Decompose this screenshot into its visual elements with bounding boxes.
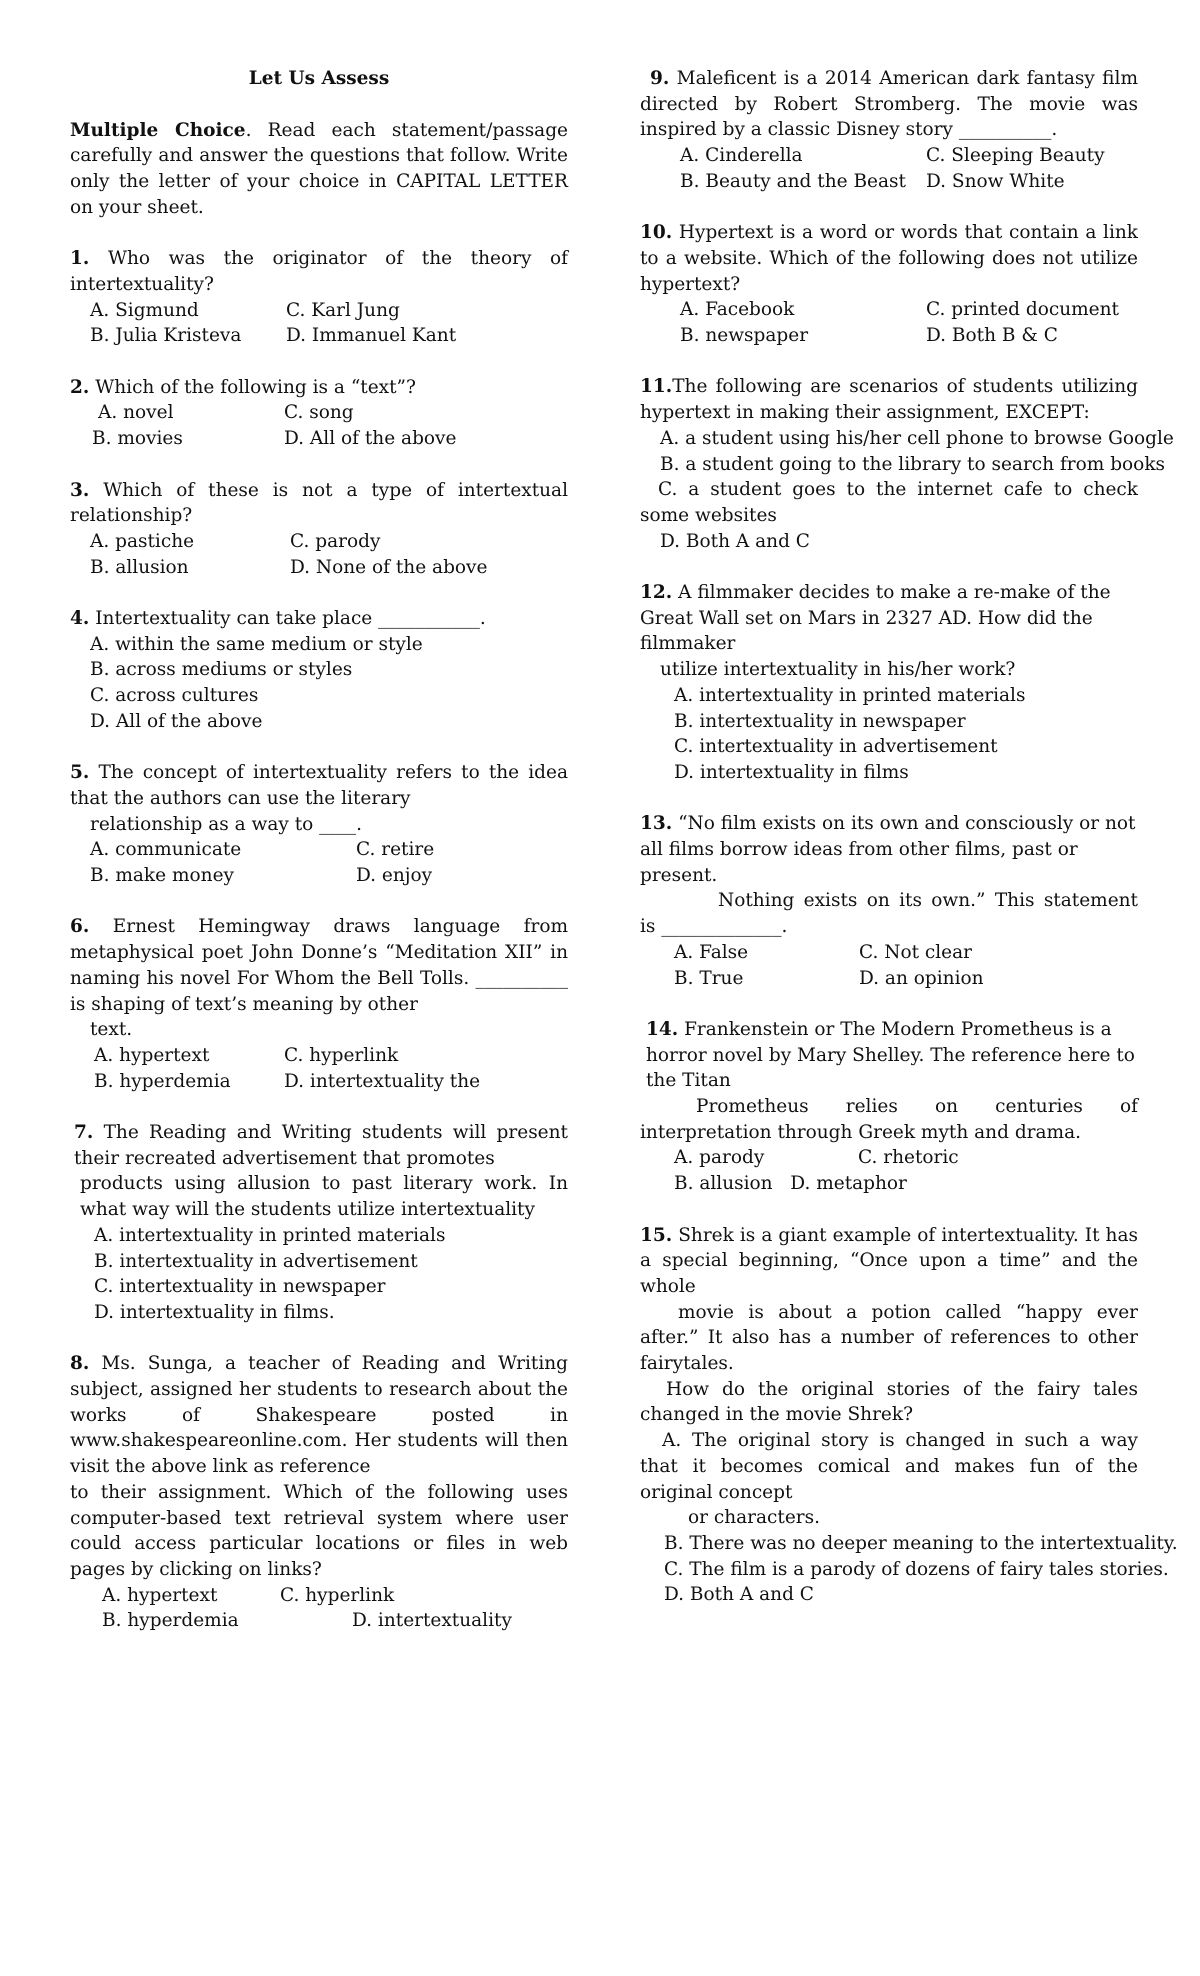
option[interactable]: D. intertextuality the	[284, 1070, 481, 1092]
option[interactable]: C. hyperlink	[280, 1584, 395, 1606]
question-text: Shrek is a giant example of intertextuality. It has a special beginning, “Once upon a time” and the whole	[640, 1224, 1138, 1297]
question-2	[70, 375, 568, 452]
question-8	[70, 1351, 568, 1634]
option[interactable]: B. There was no deeper meaning to the intertextuality.	[664, 1532, 1178, 1554]
question-11	[640, 374, 1174, 554]
option-b[interactable]: B. allusion	[674, 1173, 773, 1195]
option[interactable]: C. printed document	[926, 299, 1119, 321]
option[interactable]: A. intertextuality in printed materials	[94, 1224, 446, 1246]
question-number: 9.	[650, 68, 670, 89]
question-number: 1.	[70, 248, 90, 270]
option[interactable]: B. Julia Kristeva	[90, 325, 242, 347]
option[interactable]: C. Sleeping Beauty	[926, 145, 1105, 167]
question-text: utilize intertextuality in his/her work?	[660, 659, 1016, 681]
right-column	[640, 66, 1178, 1634]
question-5	[70, 760, 568, 889]
option[interactable]: C. across cultures	[90, 685, 259, 707]
option[interactable]: B. a student going to the library to search from books	[660, 453, 1166, 475]
question-6	[70, 914, 568, 1094]
question-3	[70, 478, 568, 581]
instructions-lead: Multiple Choice	[70, 119, 246, 141]
option[interactable]: A. hypertext	[102, 1584, 218, 1606]
option[interactable]: D. Snow White	[926, 170, 1065, 192]
question-13	[640, 811, 1138, 991]
question-number: 3.	[70, 479, 90, 501]
option[interactable]: C. rhetoric	[858, 1147, 959, 1169]
option[interactable]: A. False	[674, 941, 749, 963]
option[interactable]: D. Both A and C	[664, 1584, 814, 1606]
option[interactable]: B. hyperdemia	[94, 1070, 231, 1092]
question-text: products using allusion to past literary work. In what way will the students utilize intertextuality	[80, 1173, 568, 1221]
question-number: 7.	[74, 1122, 94, 1144]
option[interactable]	[674, 1171, 1138, 1197]
question-text: The concept of intertextuality refers to the idea that the authors can use the literary	[70, 762, 568, 809]
option[interactable]: C. The film is a parody of dozens of fairy tales stories.	[664, 1558, 1169, 1580]
option[interactable]: A. intertextuality in printed materials	[674, 684, 1026, 706]
option[interactable]: D. an opinion	[859, 967, 984, 989]
question-text: Intertextuality can take place ___________.	[95, 608, 486, 629]
option[interactable]: A. The original story is changed in such a way that it becomes comical and makes fun of the original concept	[640, 1430, 1138, 1503]
option[interactable]: D. Both A and C	[660, 530, 810, 552]
option[interactable]: A. novel	[98, 402, 174, 424]
question-number: 2.	[70, 376, 90, 398]
question-text: “No film exists on its own and consciously or not all films borrow ideas from other films, past or present.	[640, 813, 1136, 886]
question-14	[640, 1017, 1138, 1197]
question-number: 14.	[646, 1018, 679, 1040]
question-text: Who was the originator of the theory of intertextuality?	[70, 248, 568, 295]
option[interactable]: D. All of the above	[284, 428, 457, 450]
option[interactable]: D. enjoy	[356, 865, 433, 887]
question-text: Nothing exists on its own.” This statement is _____________.	[640, 890, 1138, 938]
option[interactable]: B. allusion	[90, 556, 189, 578]
option[interactable]: A. communicate	[90, 839, 242, 861]
option[interactable]: B. intertextuality in advertisement	[94, 1250, 418, 1272]
option[interactable]: B. intertextuality in newspaper	[674, 710, 966, 732]
option[interactable]: D. None of the above	[290, 556, 488, 578]
page-title: Let Us Assess	[248, 68, 390, 89]
question-number: 13.	[640, 813, 673, 835]
question-text: Ms. Sunga, a teacher of Reading and Writing subject, assigned her students to research about the works of Shakespeare posted in www.shakespeareonline.com. Her students will then visit the above link as reference	[70, 1353, 568, 1478]
question-number: 11.	[640, 376, 673, 398]
option[interactable]: A. Facebook	[680, 299, 795, 321]
option-continuation: or characters.	[688, 1507, 821, 1529]
option[interactable]: A. parody	[674, 1147, 765, 1169]
option[interactable]: A. Cinderella	[680, 145, 803, 167]
question-text: relationship as a way to ____.	[90, 813, 363, 835]
option[interactable]: C. Karl Jung	[286, 299, 400, 321]
question-text: movie is about a potion called “happy ever after.” It also has a number of references to other fairytales.	[640, 1301, 1138, 1375]
question-text: Which of the following is a “text”?	[95, 376, 416, 398]
question-number: 5.	[70, 762, 90, 784]
question-text: Frankenstein or The Modern Prometheus is a horror novel by Mary Shelley. The reference here to the Titan	[646, 1018, 1135, 1092]
question-text: A filmmaker decides to make a re-make of the Great Wall set on Mars in 2327 AD. How did the filmmaker	[640, 582, 1111, 655]
option[interactable]: C. Not clear	[859, 941, 972, 963]
option[interactable]: C. song	[284, 402, 354, 424]
question-9	[640, 66, 1138, 195]
option[interactable]: C. hyperlink	[284, 1044, 399, 1066]
option[interactable]: D. intertextuality	[352, 1610, 512, 1632]
question-15	[640, 1223, 1178, 1609]
question-text: to their assignment. Which of the following uses computer-based text retrieval system where user could access particular locations or files in web pages by clicking on links?	[70, 1481, 568, 1580]
instructions	[70, 118, 568, 221]
question-12	[640, 580, 1138, 786]
question-number: 15.	[640, 1224, 673, 1246]
option[interactable]: D. intertextuality in films.	[94, 1301, 335, 1323]
left-column	[70, 66, 568, 1660]
question-number: 10.	[640, 222, 673, 244]
question-number: 4.	[70, 608, 90, 629]
question-7	[70, 1120, 568, 1326]
option[interactable]: D. Both B & C	[926, 325, 1058, 347]
question-text: The Reading and Writing students will present their recreated advertisement that promotes	[74, 1122, 568, 1169]
question-number: 8.	[70, 1353, 90, 1375]
question-text: The following are scenarios of students utilizing hypertext in making their assignment, EXCEPT:	[640, 376, 1138, 424]
option[interactable]: A. hypertext	[94, 1044, 210, 1066]
option[interactable]: C. intertextuality in advertisement	[674, 736, 998, 758]
question-10	[640, 220, 1138, 349]
option[interactable]: B. movies	[92, 428, 183, 450]
option[interactable]: B. hyperdemia	[102, 1610, 239, 1632]
option[interactable]: B. Beauty and the Beast	[680, 170, 906, 192]
option[interactable]: B. across mediums or styles	[90, 659, 353, 681]
option[interactable]: D. All of the above	[90, 710, 263, 732]
option[interactable]: B. make money	[90, 865, 234, 887]
question-text: Maleficent is a 2014 American dark fantasy film directed by Robert Stromberg. The movie was inspired by a classic Disney story __________.	[640, 68, 1138, 141]
option-d[interactable]: D. metaphor	[790, 1173, 907, 1195]
option[interactable]: C. intertextuality in newspaper	[94, 1276, 386, 1298]
question-text: How do the original stories of the fairy tales changed in the movie Shrek?	[640, 1378, 1138, 1426]
question-text: Ernest Hemingway draws language from metaphysical poet John Donne’s “Meditation XII” in naming his novel For Whom the Bell Tolls. __________ is shaping of text’s meaning by other	[70, 916, 568, 1015]
question-text: text.	[90, 1019, 133, 1041]
question-1	[70, 246, 568, 349]
option[interactable]: A. a student using his/her cell phone to browse Google	[660, 427, 1174, 449]
question-number: 6.	[70, 916, 90, 938]
question-text: Prometheus relies on centuries of interpretation through Greek myth and drama.	[640, 1096, 1138, 1143]
instructions-text: . Read each statement/passage carefully and answer the questions that follow. Write only the letter of your choice in CAPITAL LETTER on your sheet.	[70, 119, 569, 218]
option[interactable]: C. parody	[290, 530, 381, 552]
option[interactable]: C. a student goes to the internet cafe to check some websites	[640, 479, 1138, 526]
question-4	[70, 606, 568, 735]
option[interactable]: D. Immanuel Kant	[286, 325, 457, 347]
option[interactable]: D. intertextuality in films	[674, 761, 909, 783]
option[interactable]: A. pastiche	[90, 530, 195, 552]
question-text: Which of these is not a type of intertextual relationship?	[70, 479, 568, 527]
question-number: 12.	[640, 582, 673, 604]
option[interactable]: B. newspaper	[680, 325, 809, 347]
option[interactable]: A. Sigmund	[90, 299, 199, 321]
option[interactable]: A. within the same medium or style	[90, 633, 423, 655]
option[interactable]: C. retire	[356, 839, 435, 861]
question-text: Hypertext is a word or words that contain a link to a website. Which of the following does not utilize hypertext?	[640, 222, 1139, 295]
option[interactable]: B. True	[674, 967, 744, 989]
